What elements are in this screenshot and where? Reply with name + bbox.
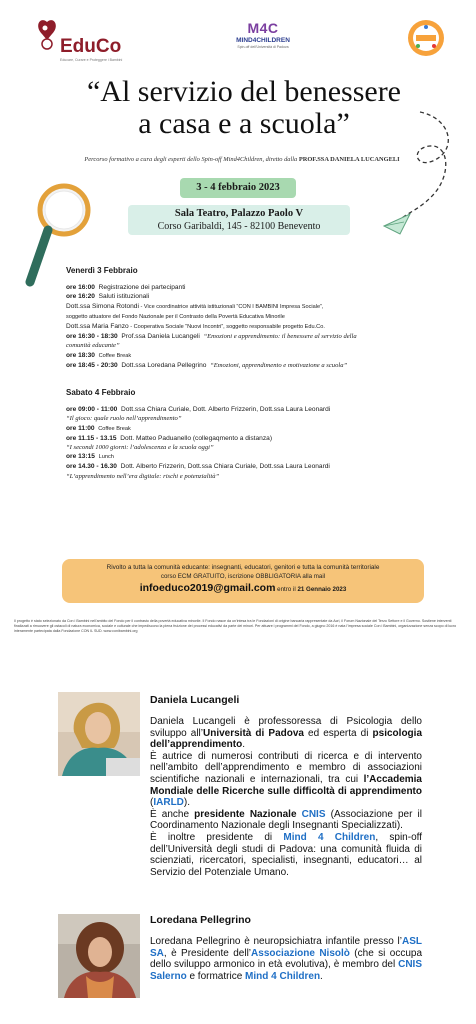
bio-text-run: presidente Nazionale — [194, 808, 302, 820]
row-time: ore 16:20 — [66, 293, 95, 301]
day1-title: Venerdì 3 Febbraio — [66, 266, 138, 275]
row-text: soggetto attuatore del Fondo Nazionale per il Contrasto della Povertà Educativa Minorile — [66, 313, 285, 320]
bio-text-run: e formatrice — [186, 970, 246, 982]
portrait-photo-icon — [58, 914, 140, 998]
bio-text-run: È inoltre presidente di — [150, 831, 284, 843]
subtitle-director: PROF.SSA DANIELA LUCANGELI — [298, 156, 400, 163]
portrait-photo-icon — [58, 692, 140, 776]
row-speaker: Dott.ssa Chiara Curiale, Dott. Alberto Frizzerin, Dott.ssa Laura Leonardi — [121, 406, 331, 414]
program-row — [66, 424, 462, 434]
bio-paragraph — [150, 809, 422, 832]
registration-email-link[interactable]: infoeduco2019@gmail.com — [139, 582, 276, 594]
row-text: - Cooperativa Sociale “Nuovi Incontri”, soggetto responsabile progetto Edu.Co. — [128, 324, 325, 331]
bio-text-run: , è Presidente dell’ — [163, 947, 252, 959]
row-text: Lunch — [98, 454, 114, 461]
program-row — [66, 434, 462, 443]
row-talk-title: “Il gioco: quale ruolo nell’apprendimento” — [66, 415, 182, 423]
mind4children-logo — [220, 20, 306, 62]
bio-text-run: Loredana Pellegrino è neuropsichiatra infantile presso l’ — [150, 936, 402, 947]
bio-link[interactable]: CNIS — [301, 808, 326, 820]
program — [66, 266, 462, 481]
program-row — [66, 292, 462, 301]
educo-name: EduCo — [60, 36, 122, 57]
row-speaker: Dott.ssa Simona Rotondi — [66, 302, 139, 310]
bio-text-run: ed esperta di — [303, 727, 373, 739]
poster-subtitle — [22, 156, 462, 163]
poster-title-line1: “Al servizio del benessere — [86, 75, 402, 108]
row-talk-title: comunità educante” — [66, 342, 120, 350]
bio-text — [150, 936, 422, 982]
row-text: Registrazione dei partecipanti — [98, 284, 186, 292]
row-talk-title: “Emozioni e apprendimento: il benessere al servizio della — [203, 333, 357, 341]
bio-link[interactable]: CNIS Salerno — [150, 959, 422, 982]
bio-text-run: Daniela Lucangeli è professoressa di Psicologia dello sviluppo all’ — [150, 716, 422, 739]
row-text: Saluti istituzionali — [98, 293, 150, 301]
row-talk-title: “I secondi 1000 giorni: l’adolescenza e la scuola oggi” — [66, 444, 214, 452]
row-time: ore 11:00 — [66, 424, 95, 432]
row-time: ore 18:45 - 20:30 — [66, 361, 118, 369]
row-time: ore 16:30 - 18:30 — [66, 333, 118, 341]
bio-text-run: ( — [150, 797, 154, 809]
row-time: ore 18:30 — [66, 351, 95, 359]
educo-tagline: Educare, Curare e Proteggere i Bambini — [60, 58, 123, 62]
program-row — [66, 351, 462, 361]
bio-link[interactable]: Mind 4 Children — [283, 831, 376, 843]
row-talk-title: “Emozioni, apprendimento e motivazione a scuola” — [210, 361, 348, 369]
event-venue — [128, 205, 350, 235]
bio-link[interactable]: Mind 4 Children — [245, 970, 321, 982]
m4c-name: MIND4CHILDREN — [236, 37, 290, 44]
row-speaker: Dott.ssa Maria Fanzo — [66, 323, 129, 331]
registration-callout — [62, 559, 424, 603]
bio-paragraph — [150, 936, 422, 982]
venue-address: Corso Garibaldi, 145 - 82100 Benevento — [157, 221, 321, 232]
bio-link[interactable]: Associazione Nisolò — [251, 947, 350, 959]
paper-plane-icon — [380, 108, 460, 238]
program-row — [66, 414, 462, 423]
bio-text-run: ). — [183, 797, 191, 809]
row-speaker: Dott. Matteo Paduanello (collegaqmento a distanza) — [120, 434, 273, 442]
row-time: ore 14.30 - 16.30 — [66, 463, 117, 471]
row-text: - Vice coordinatrice attività istituzionali “CON I BAMBINI Impresa Sociale”, — [138, 303, 324, 310]
program-row — [66, 462, 462, 471]
bio-text-run: Università di Padova — [203, 727, 304, 739]
subtitle-text: Percorso formativo a cura degli esperti dello Spin-off Mind4Children, diretto dalla — [84, 156, 299, 163]
bio-name: Daniela Lucangeli — [150, 694, 240, 706]
bio-paragraph — [150, 751, 422, 809]
row-time: ore 13:15 — [66, 453, 95, 461]
row-time: ore 09:00 - 11:00 — [66, 406, 118, 414]
bio-paragraph — [150, 716, 422, 751]
row-time: ore 11.15 - 13.15 — [66, 434, 117, 442]
program-row — [66, 405, 462, 414]
program-row — [66, 322, 462, 332]
program-row — [66, 283, 462, 292]
bio-text — [150, 716, 422, 878]
program-row — [66, 361, 462, 370]
program-row — [66, 312, 462, 322]
bio-paragraph — [150, 832, 422, 878]
callout-deadline: 21 Gennaio 2023 — [297, 586, 347, 593]
bio-text-run: , spin-off dell’Università degli studi di Padova: una comunità fluida di scienziati, ricercatori, specialisti, insegnanti, educatori… al Servizio del Potenziale Umano. — [150, 831, 423, 878]
program-row — [66, 443, 462, 452]
day2-title: Sabato 4 Febbraio — [66, 388, 136, 398]
funding-footnote: Il progetto è stato selezionato da Con i Bambini nell'ambito del Fondo per il contrasto della povertà educativa minorile. Il Fondo nasce da un'intesa tra le Fondazioni di origine bancaria rappresentate da Acri, il Forum Nazionale del Terzo Settore e il Governo. Sostiene interventi finalizzati a rimuovere gli ostacoli di natura economica, sociale e culturale che impediscono la piena fruizione dei processi educativi da parte dei minori. Per attuare i programmi del Fondo, a giugno 2016 è nata l'impresa sociale Con i Bambini, organizzazione senza scopo di lucro interamente partecipata dalla Fondazione CON IL SUD. www.conibambini.org — [14, 619, 457, 633]
partner-badge-icon — [406, 18, 446, 58]
program-row — [66, 472, 462, 481]
program-row — [66, 341, 462, 350]
bio-text-run: È autrice di numerosi contributi di ricerca e di intervento nell’ambito dell’apprendimento e membro di associazioni scientifiche nazionali e internazionali, tra cui — [150, 750, 422, 785]
callout-deadline-pre: entro il — [275, 586, 298, 593]
venue-name: Sala Teatro, Palazzo Paolo V — [174, 208, 304, 219]
m4c-tagline: Spin-off dell'Università di Padova — [237, 45, 289, 49]
callout-email-line — [62, 582, 424, 594]
row-talk-title: “L’apprendimento nell’era digitale: rischi e potenzialità” — [66, 472, 220, 480]
bio-text-run: È anche — [150, 808, 195, 820]
row-speaker: Dott. Alberto Frizzerin, Dott.ssa Chiara Curiale, Dott.ssa Laura Leonardi — [120, 463, 330, 471]
program-row — [66, 332, 462, 341]
bio-text-run: l’Accademia Mondiale delle Ricerche sulle difficoltà di apprendimento — [150, 773, 422, 797]
bio-text-run: (Associazione per il Coordinamento Nazionale degli Insegnanti Specializzati). — [150, 808, 422, 832]
event-poster — [4, 4, 472, 652]
bio-text-run: psicologia dell’apprendimento — [150, 727, 422, 751]
row-time: ore 16:00 — [66, 284, 95, 292]
event-dates: 3 - 4 febbraio 2023 — [180, 178, 296, 198]
educo-logo — [34, 18, 144, 62]
program-row — [66, 452, 462, 462]
row-text: Coffee Break — [98, 352, 132, 359]
bio-text-run: . — [320, 970, 323, 982]
educo-heart-mark-icon — [36, 18, 58, 52]
row-text: Coffee Break — [98, 425, 131, 432]
program-row — [66, 302, 462, 312]
row-speaker: Dott.ssa Loredana Pellegrino — [121, 361, 207, 369]
bio-text-run: (che si occupa dello sviluppo armonico in età evolutiva), è membro del — [150, 947, 423, 971]
m4c-mark: M4C — [247, 20, 279, 36]
bio-name: Loredana Pellegrino — [150, 914, 251, 926]
callout-audience: Rivolto a tutta la comunità educante: insegnanti, educatori, genitori e tutta la comunità territoriale — [106, 564, 380, 571]
callout-ecm: corso ECM GRATUITO, iscrizione OBBLIGATORIA alla mail — [160, 573, 326, 580]
bio-link[interactable]: IARLD — [153, 797, 184, 809]
bio-link[interactable]: ASL SA — [150, 936, 422, 959]
poster-title-line2: a casa e a scuola” — [138, 107, 350, 140]
row-speaker: Prof.ssa Daniela Lucangeli — [121, 333, 200, 341]
bio-text-run: . — [242, 739, 246, 751]
